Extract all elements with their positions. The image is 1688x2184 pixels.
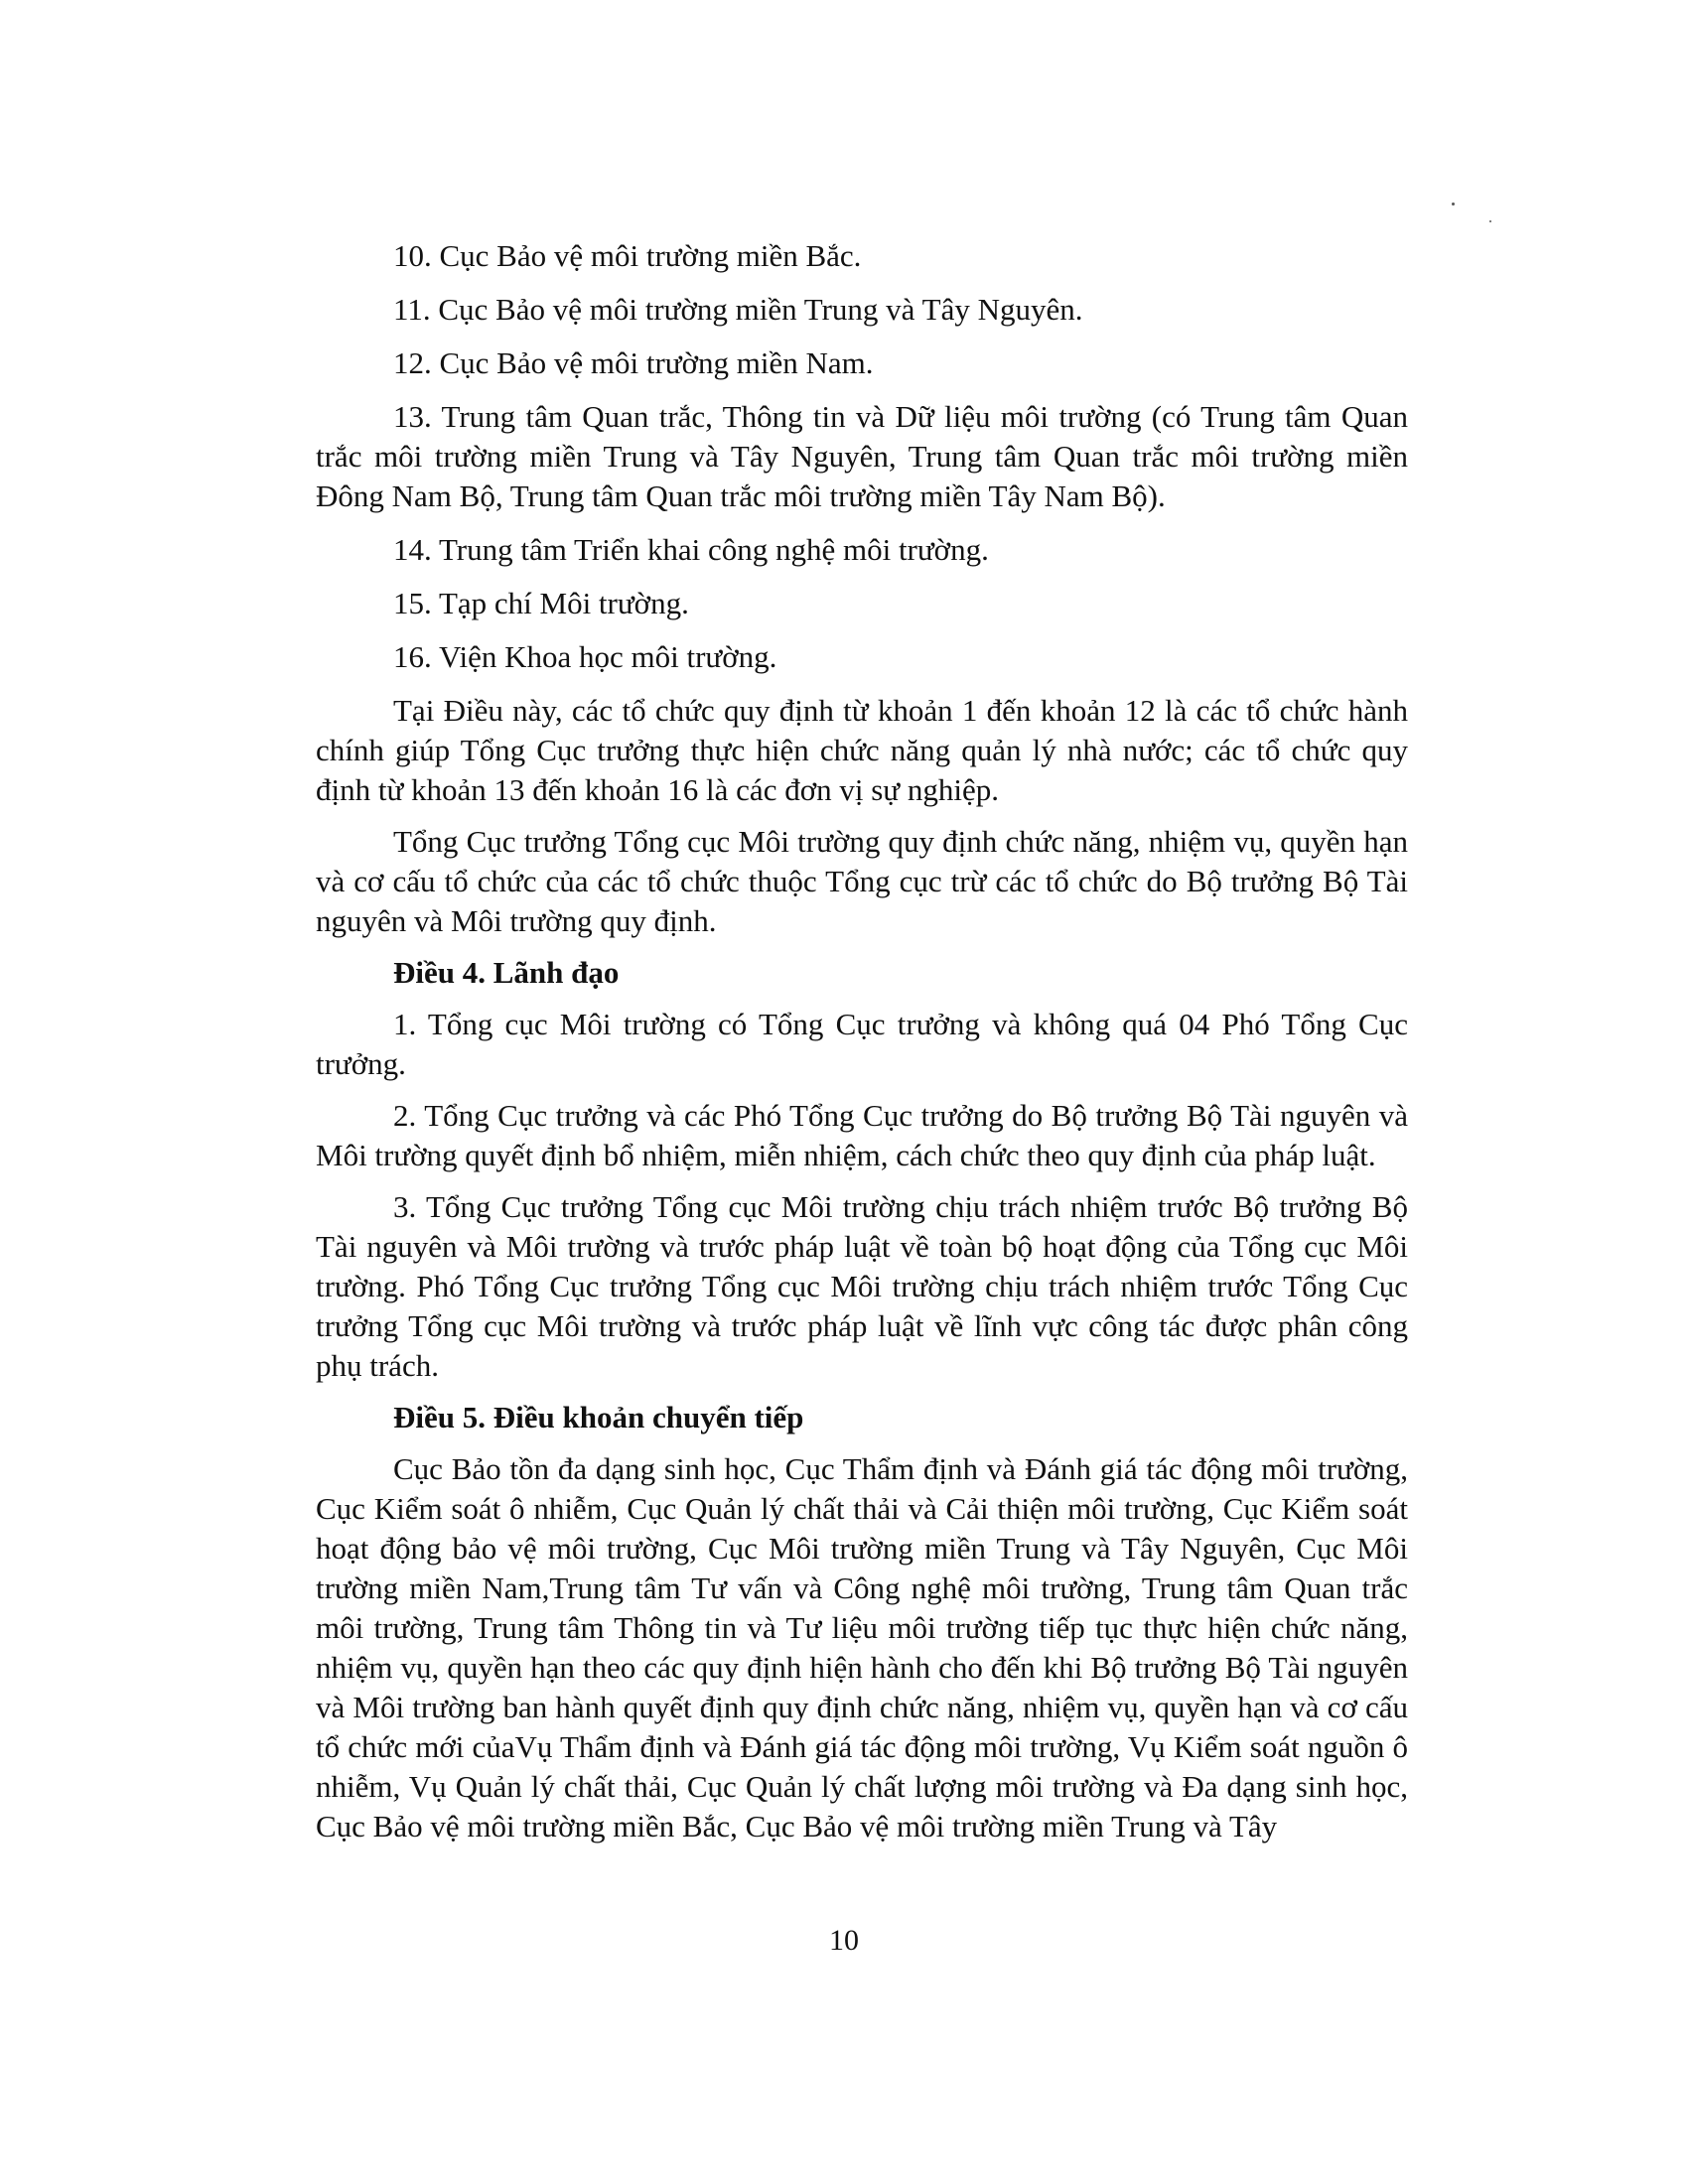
classification-paragraph: Tại Điều này, các tổ chức quy định từ khoản 1 đến khoản 12 là các tổ chức hành chính giúp Tổng Cục trưởng thực hiện chức năng quản lý nhà nước; các tổ chức quy định từ khoản 13 đến khoản 16 là các đơn vị sự nghiệp.	[316, 693, 1408, 807]
list-item-14: 14. Trung tâm Triển khai công nghệ môi trường.	[393, 532, 989, 567]
list-item-12: 12. Cục Bảo vệ môi trường miền Nam.	[393, 345, 874, 380]
list-item-10: 10. Cục Bảo vệ môi trường miền Bắc.	[393, 238, 862, 273]
page-number: 10	[829, 1924, 859, 1957]
director-paragraph: Tổng Cục trưởng Tổng cục Môi trường quy định chức năng, nhiệm vụ, quyền hạn và cơ cấu tổ chức của các tổ chức thuộc Tổng cục trừ các tổ chức do Bộ trưởng Bộ Tài nguyên và Môi trường quy định.	[316, 824, 1408, 938]
article-4-clause-3: 3. Tổng Cục trưởng Tổng cục Môi trường chịu trách nhiệm trước Bộ trưởng Bộ Tài nguyên và Môi trường và trước pháp luật về toàn bộ hoạt động của Tổng cục Môi trường. Phó Tổng Cục trưởng Tổng cục Môi trường chịu trách nhiệm trước Tổng Cục trưởng Tổng cục Môi trường và trước pháp luật về lĩnh vực công tác được phân công phụ trách.	[316, 1189, 1408, 1383]
article-5-body: Cục Bảo tồn đa dạng sinh học, Cục Thẩm định và Đánh giá tác động môi trường, Cục Kiểm soát ô nhiễm, Cục Quản lý chất thải và Cải thiện môi trường, Cục Kiểm soát hoạt động bảo vệ môi trường, Cục Môi trường miền Trung và Tây Nguyên, Cục Môi trường miền Nam,Trung tâm Tư vấn và Công nghệ môi trường, Trung tâm Quan trắc môi trường, Trung tâm Thông tin và Tư liệu môi trường tiếp tục thực hiện chức năng, nhiệm vụ, quyền hạn theo các quy định hiện hành cho đến khi Bộ trưởng Bộ Tài nguyên và Môi trường ban hành quyết định quy định chức năng, nhiệm vụ, quyền hạn và cơ cấu tổ chức mới củaVụ Thẩm định và Đánh giá tác động môi trường, Vụ Kiểm soát nguồn ô nhiễm, Vụ Quản lý chất thải, Cục Quản lý chất lượng môi trường và Đa dạng sinh học, Cục Bảo vệ môi trường miền Bắc, Cục Bảo vệ môi trường miền Trung và Tây	[316, 1451, 1408, 1843]
list-item-16: 16. Viện Khoa học môi trường.	[393, 639, 777, 674]
article-4-clause-2: 2. Tổng Cục trưởng và các Phó Tổng Cục trưởng do Bộ trưởng Bộ Tài nguyên và Môi trường quyết định bổ nhiệm, miễn nhiệm, cách chức theo quy định của pháp luật.	[316, 1098, 1408, 1172]
list-item-11: 11. Cục Bảo vệ môi trường miền Trung và Tây Nguyên.	[393, 292, 1083, 327]
document-page	[316, 236, 1408, 1858]
article-4-clause-1: 1. Tổng cục Môi trường có Tổng Cục trưởng và không quá 04 Phó Tổng Cục trưởng.	[316, 1007, 1408, 1081]
scan-speck	[1489, 220, 1491, 222]
article-5-heading: Điều 5. Điều khoản chuyển tiếp	[393, 1400, 804, 1434]
list-item-13: 13. Trung tâm Quan trắc, Thông tin và Dữ liệu môi trường (có Trung tâm Quan trắc môi trường miền Trung và Tây Nguyên, Trung tâm Quan trắc môi trường miền Đông Nam Bộ, Trung tâm Quan trắc môi trường miền Tây Nam Bộ).	[316, 399, 1408, 513]
list-item-15: 15. Tạp chí Môi trường.	[393, 586, 689, 620]
scan-speck	[1452, 203, 1455, 205]
article-4-heading: Điều 4. Lãnh đạo	[393, 955, 620, 990]
